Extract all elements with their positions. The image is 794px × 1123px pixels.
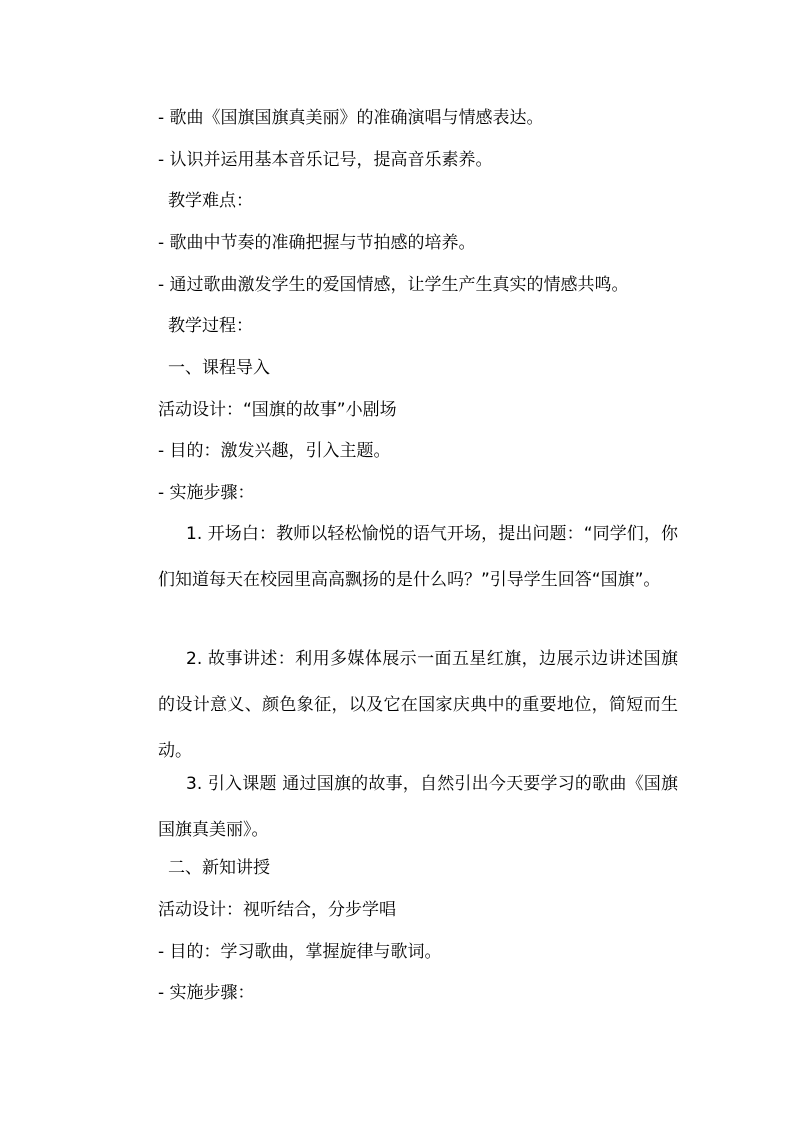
paragraph-key-point-1: - 歌曲《国旗国旗真美丽》的准确演唱与情感表达。 [158,108,544,128]
paragraph-steps-label-2: - 实施步骤： [158,983,255,1003]
paragraph-purpose-2: - 目的：学习歌曲，掌握旋律与歌词。 [158,942,442,962]
paragraph-step-3: 3. 引入课题 通过国旗的故事，自然引出今天要学习的歌曲《国旗国旗真美丽》。 [158,774,678,840]
paragraph-activity-design-1: 活动设计：“国旗的故事”小剧场 [158,400,397,420]
heading-process: 教学过程： [168,316,253,336]
paragraph-difficulty-2: - 通过歌曲激发学生的爱国情感，让学生产生真实的情感共鸣。 [158,275,629,295]
heading-difficulties: 教学难点： [168,191,253,211]
paragraph-difficulty-1: - 歌曲中节奏的准确把握与节拍感的培养。 [158,233,476,253]
heading-new-knowledge: 二、新知讲授 [168,858,270,878]
paragraph-step-1: 1. 开场白：教师以轻松愉悦的语气开场，提出问题：“同学们，你们知道每天在校园里高高飘扬的是什么吗？”引导学生回答“国旗”。 [158,524,678,590]
paragraph-steps-label-1: - 实施步骤： [158,483,255,503]
paragraph-purpose-1: - 目的：激发兴趣，引入主题。 [158,441,391,461]
paragraph-key-point-2: - 认识并运用基本音乐记号，提高音乐素养。 [158,150,493,170]
paragraph-step-2: 2. 故事讲述：利用多媒体展示一面五星红旗，边展示边讲述国旗的设计意义、颜色象征，以及它在国家庆典中的重要地位，简短而生动。 [158,649,678,761]
heading-intro: 一、课程导入 [168,358,270,378]
paragraph-activity-design-2: 活动设计：视听结合，分步学唱 [158,900,396,920]
